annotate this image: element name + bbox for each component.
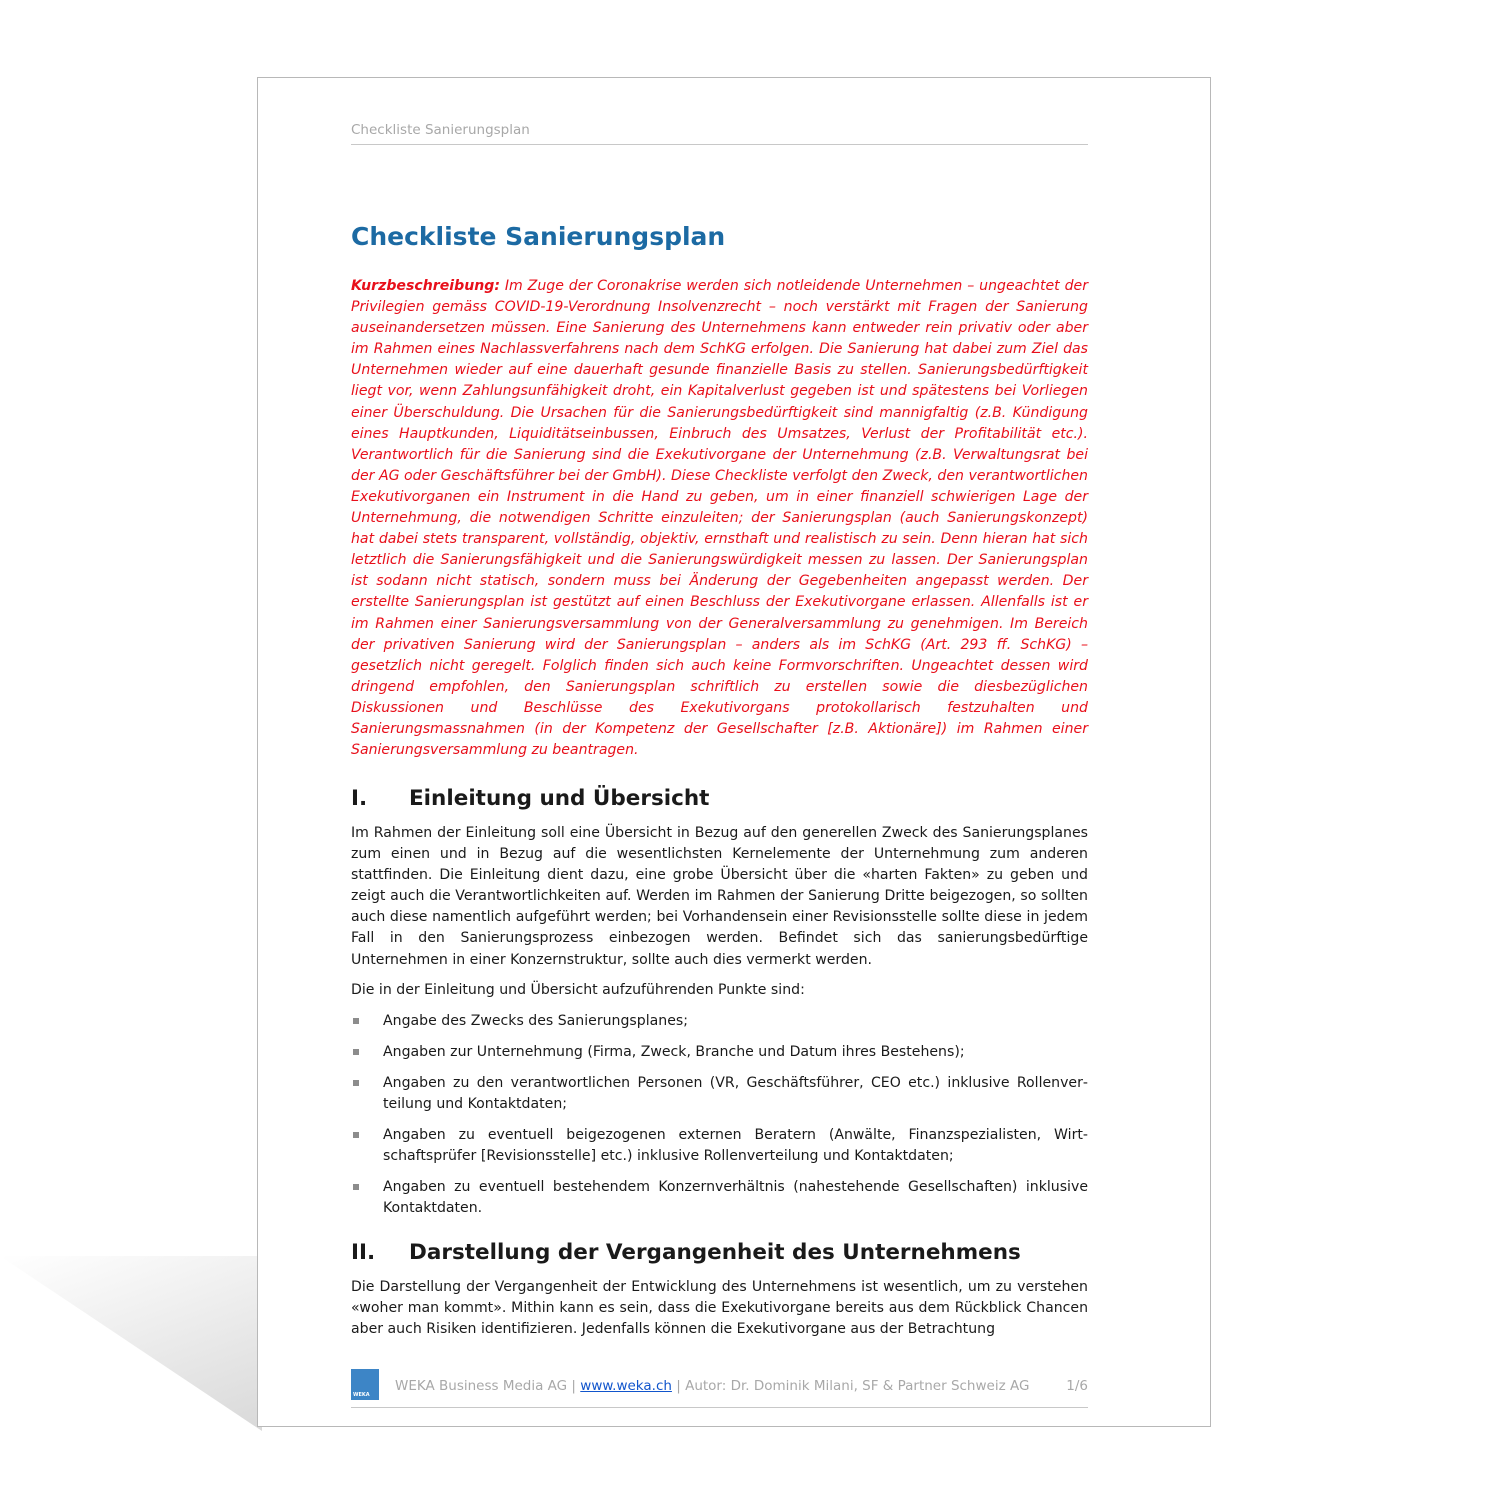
list-item-text: Angaben zu eventuell beigezogenen externen Beratern (Anwälte, Finanzspezialisten, Wirtschaftsprüfer [Revisionsstelle] etc.) inklusive Rollenverteilung und Kontaktdaten; (383, 1127, 1088, 1165)
section-1 (351, 784, 1088, 1229)
section-1-number: I. (351, 786, 368, 811)
footer-company: WEKA Business Media AG (395, 1378, 568, 1394)
website-link[interactable]: www.weka.ch (580, 1378, 672, 1394)
section-2-heading (351, 1238, 1088, 1268)
section-2-paragraph: Die Darstellung der Vergangenheit der Entwicklung des Unternehmens ist wesentlich, um zu verstehen «woher man kommt». Mithin kann es sein, dass die Exekutivorgane bereits aus dem Rückblick Chancen aber auch Risiken identifizieren. Jedenfalls können die Exekutivorgane aus der Betrachtung (351, 1279, 1088, 1338)
running-header: Checkliste Sanierungsplan (351, 122, 1088, 145)
footer-separator: | (671, 1378, 686, 1394)
list-item (351, 1177, 1088, 1219)
page-footer (351, 1369, 1088, 1408)
bullet-icon (353, 1049, 359, 1055)
summary-text: Im Zuge der Coronakrise werden sich notleidende Unternehmen – ungeachtet der Privilegien gemäss COVID-19-Verordnung Insolvenzrecht – noch verstärkt mit Fragen der Sanierung auseinandersetzen müssen. Eine Sanierung des Unternehmens kann entweder rein privativ oder aber im Rahmen eines Nachlassverfahrens nach dem SchKG erfolgen. Die Sanierung hat dabei zum Ziel das Unternehmen wieder auf eine dauerhaft gesunde finanzielle Basis zu stellen. Sanierungsbedürftigkeit liegt vor, wenn Zahlungsunfähigkeit droht, ein Kapitalverlust gegeben ist und spätestens bei Vorliegen einer Überschuldung. Die Ursachen für die Sanierungsbedürftigkeit sind mannigfaltig (z.B. Kündigung eines Hauptkunden, Liquiditätseinbussen, Einbruch des Umsatzes, Verlust der Profitabilität etc.). Verantwortlich für die Sanierung sind die Exekutivorgane der Unternehmung (z.B. Verwaltungsrat bei der AG oder Geschäftsführer bei der GmbH). Diese Checkliste verfolgt den Zweck, den verantwortlichen Exekutivorganen ein Instrument in die Hand zu geben, um in einer finanziell schwierigen Lage der Unternehmung, die notwendigen Schritte einzuleiten; der Sanierungsplan (auch Sanierungskonzept) hat dabei stets transparent, vollständig, objektiv, ernsthaft und realistisch zu sein. Denn hieran hat sich letztlich die Sanierungsfähigkeit und die Sanierungswürdigkeit messen zu lassen. Der Sanierungsplan ist sodann nicht statisch, sondern muss bei Änderung der Gegebenheiten angepasst werden. Der erstellte Sanierungsplan ist gestützt auf einen Beschluss der Exekutivorgane erlassen. Allenfalls ist er im Rahmen einer Sanierungsversammlung von der Generalversammlung zu genehmigen. Im Bereich der privativen Sanierung wird der Sanierungsplan – anders als im SchKG (Art. 293 ff. SchKG) – gesetzlich nicht geregelt. Folglich finden sich auch keine Formvorschriften. Ungeachtet dessen wird dringend empfohlen, den Sanierungsplan schriftlich zu erstellen sowie die diesbezüglichen Diskussionen und Beschlüsse des Exekutivorgans protokollarisch festzuhalten und Sanierungsmassnahmen (in der Kompetenz der Gesellschafter [z.B. Aktionäre]) im Rahmen einer Sanierungsversammlung zu beantragen. (351, 278, 1088, 759)
bullet-icon (353, 1018, 359, 1024)
list-item-text: Angaben zur Unternehmung (Firma, Zweck, Branche und Datum ihres Bestehens); (383, 1044, 965, 1061)
list-item (351, 1042, 1088, 1063)
section-1-title: Einleitung und Übersicht (409, 786, 710, 811)
bullet-icon (353, 1080, 359, 1086)
footer-author: Autor: Dr. Dominik Milani, SF & Partner Schweiz AG (685, 1378, 1030, 1394)
section-2 (351, 1238, 1088, 1340)
section-1-heading (351, 784, 1088, 814)
summary-paragraph (351, 276, 1088, 761)
list-item-text: Angabe des Zwecks des Sanierungsplanes; (383, 1013, 688, 1030)
page-number: 1/6 (1066, 1378, 1088, 1394)
bullet-icon (353, 1184, 359, 1190)
page-shadow (0, 1256, 262, 1431)
section-1-list (351, 1011, 1088, 1219)
list-item (351, 1125, 1088, 1167)
list-item-text: Angaben zu eventuell bestehendem Konzernverhältnis (nahestehende Gesellschaften) inklusive Kontaktdaten. (383, 1179, 1088, 1217)
section-1-paragraph: Im Rahmen der Einleitung soll eine Übersicht in Bezug auf den generellen Zweck des Sanierungsplanes zum einen und in Bezug auf die wesentlichsten Kernelemente der Unternehmung zum anderen stattfinden. Die Einleitung dient dazu, eine grobe Übersicht über die «harten Fakten» zu geben und zeigt auch die Verantwortlichkeiten auf. Werden im Rahmen der Sanierung Dritte beigezogen, so sollten auch diese namentlich aufgeführt werden; bei Vorhandensein einer Revisionsstelle sollte diese in jedem Fall in den Sanierungsprozess einbezogen werden. Befindet sich das sanierungsbedürftige Unternehmen in einer Konzernstruktur, sollte auch dies vermerkt werden. (351, 825, 1088, 968)
section-2-number: II. (351, 1240, 376, 1265)
weka-logo (351, 1369, 379, 1400)
section-2-title: Darstellung der Vergangenheit des Unternehmens (409, 1240, 1021, 1265)
list-item (351, 1011, 1088, 1032)
logo-text: WEKA (353, 1392, 370, 1398)
footer-text (395, 1378, 1029, 1394)
list-item (351, 1073, 1088, 1115)
bullet-icon (353, 1132, 359, 1138)
document-title: Checkliste Sanierungsplan (351, 222, 726, 251)
list-item-text: Angaben zu den verantwortlichen Personen (VR, Geschäftsführer, CEO etc.) inklusive Rollenverteilung und Kontaktdaten; (383, 1075, 1088, 1113)
footer-separator: | (567, 1378, 581, 1394)
summary-label: Kurzbeschreibung: (351, 278, 500, 294)
document-page (257, 77, 1211, 1427)
section-1-list-intro: Die in der Einleitung und Übersicht aufzuführenden Punkte sind: (351, 982, 805, 999)
